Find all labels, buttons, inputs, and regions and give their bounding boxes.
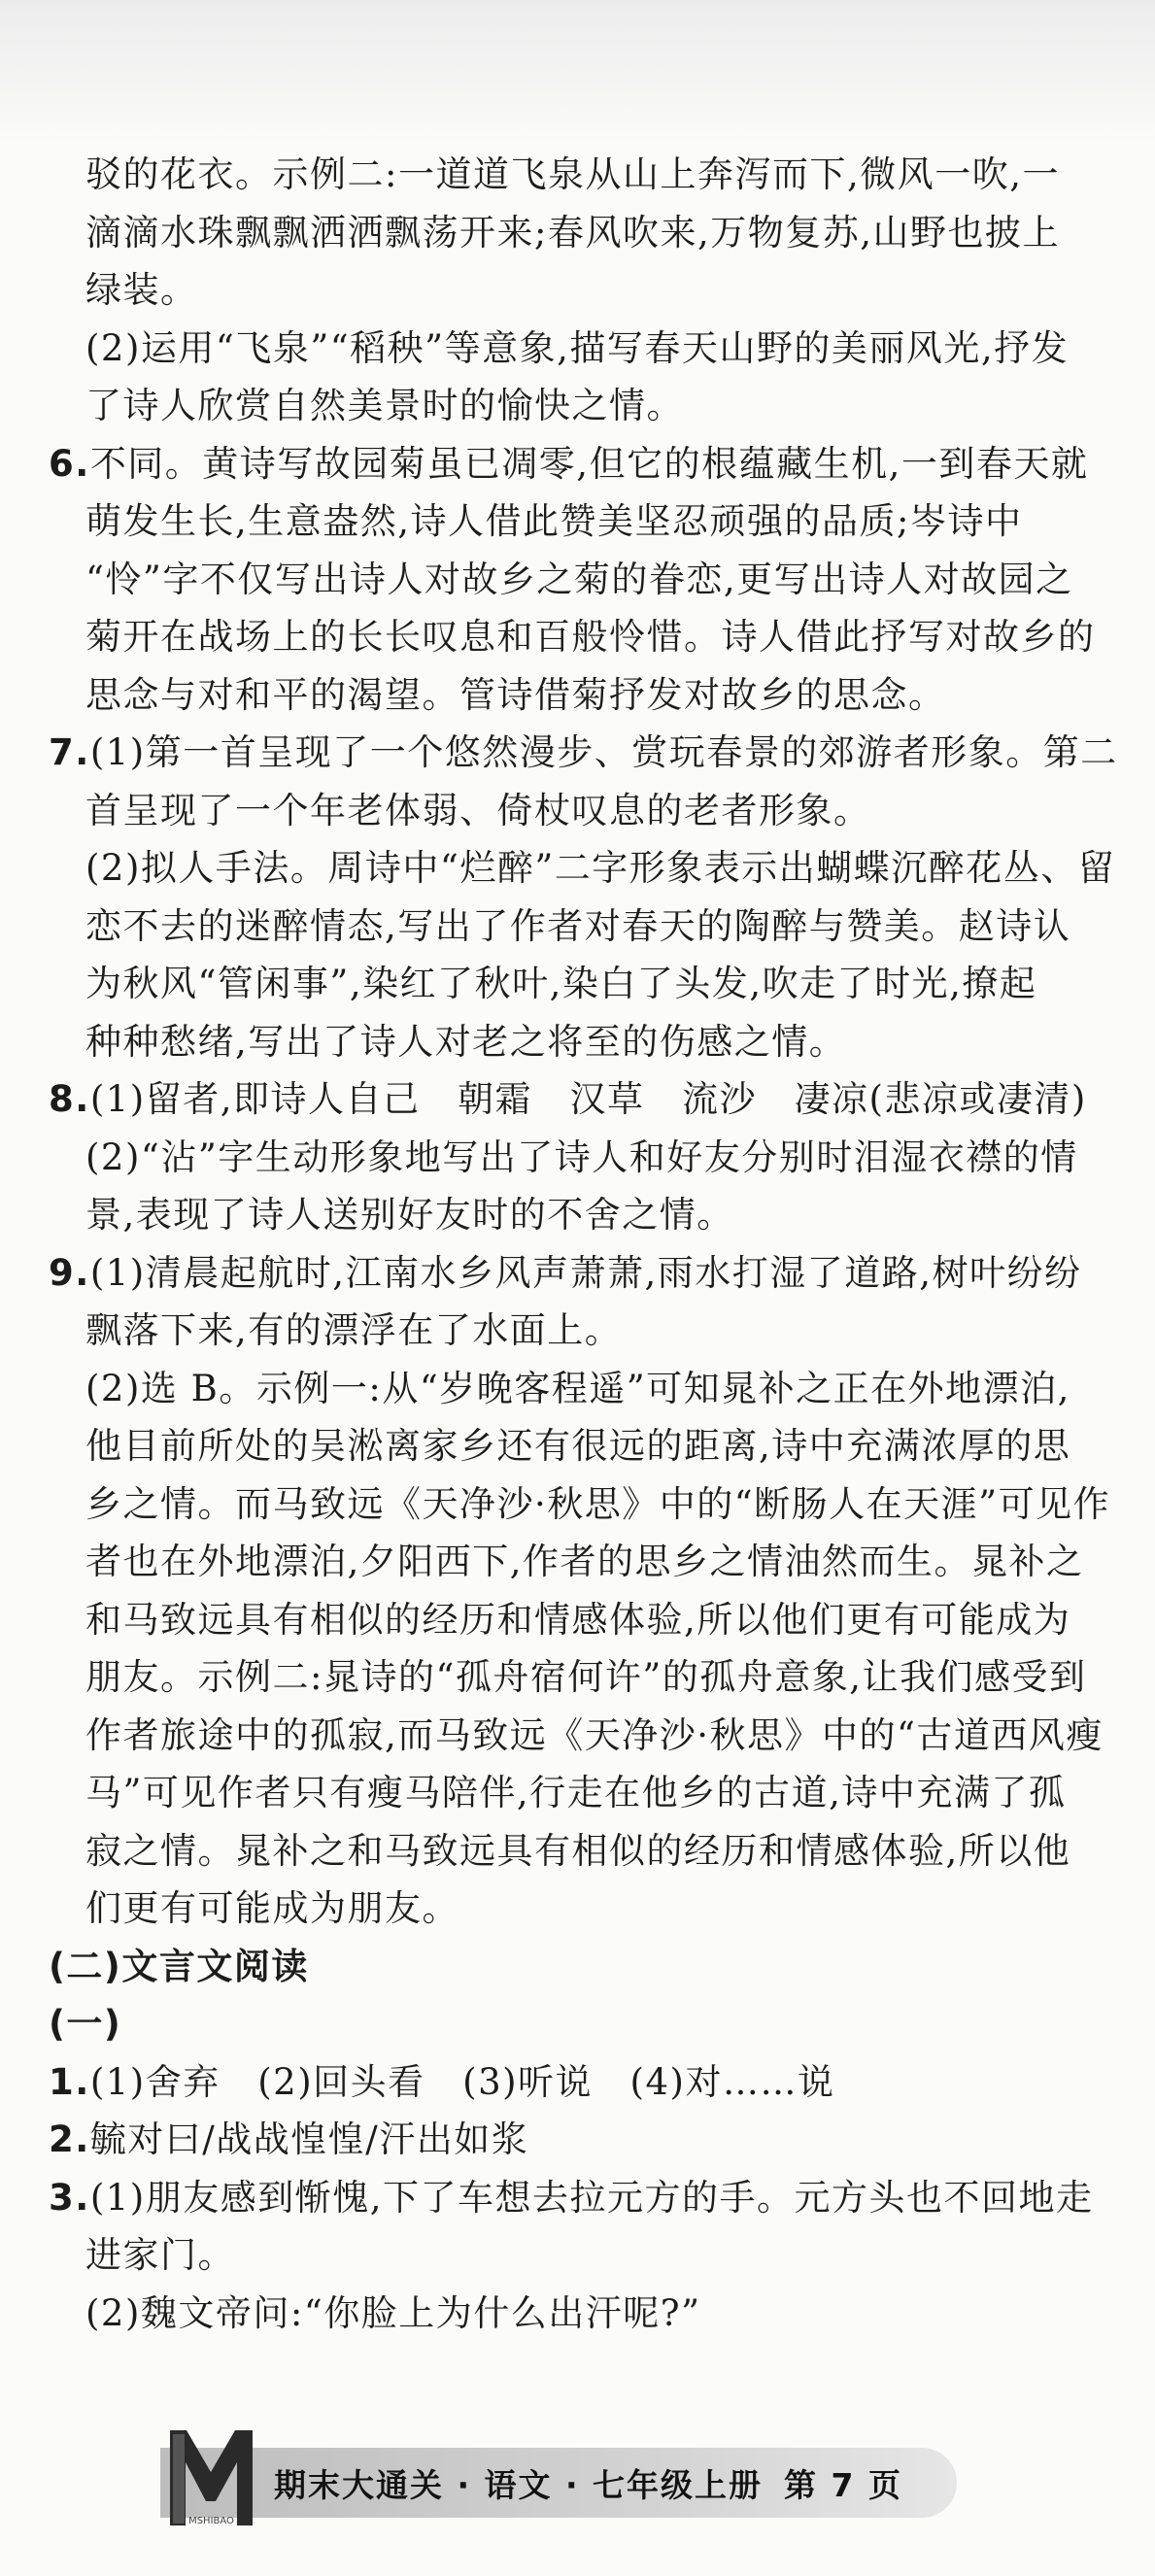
line-text: (2)“沾”字生动形象地写出了诗人和好友分别时泪湿衣襟的情 <box>85 1135 1078 1178</box>
line-text: (2)魏文帝问:“你脸上为什么出汗呢?” <box>85 2291 701 2334</box>
brand-logo-text: MSHIBAO <box>188 2516 234 2526</box>
text-line <box>49 2111 1107 2169</box>
text-line <box>49 898 1107 956</box>
line-text: (2)运用“飞泉”“稻秧”等意象,描写春天山野的美丽风光,抒发 <box>85 326 1070 369</box>
text-line <box>49 1591 1107 1649</box>
question-number: 8. <box>49 1078 90 1120</box>
line-text: (1)舍弃 (2)回头看 (3)听说 (4)对……说 <box>89 2060 835 2103</box>
line-text: 朋友。示例二:晁诗的“孤舟宿何许”的孤舟意象,让我们感受到 <box>85 1656 1087 1698</box>
text-line <box>49 2226 1107 2285</box>
text-line <box>49 492 1107 551</box>
line-text: 种种愁绪,写出了诗人对老之将至的伤感之情。 <box>85 1020 847 1063</box>
text-line <box>49 2053 1107 2112</box>
text-line <box>49 1417 1107 1475</box>
text-line <box>49 2169 1107 2227</box>
page-number: 第 7 页 <box>784 2466 902 2504</box>
line-text: 毓对曰/战战惶惶/汗出如浆 <box>89 2118 529 2160</box>
text-line <box>49 1764 1107 1822</box>
line-text: (2)拟人手法。周诗中“烂醉”二字形象表示出蝴蝶沉醉花丛、留 <box>85 847 1116 889</box>
text-line <box>49 782 1107 840</box>
line-text: (1)第一首呈现了一个悠然漫步、赏玩春景的郊游者形象。第二 <box>89 731 1118 773</box>
text-line <box>49 1302 1107 1360</box>
footer-caption <box>274 2460 902 2506</box>
line-text: 进家门。 <box>85 2234 235 2276</box>
line-text: (一) <box>49 2003 122 2045</box>
text-line <box>49 435 1107 493</box>
line-text: 为秋风“管闲事”,染红了秋叶,染白了头发,吹走了时光,撩起 <box>85 963 1037 1004</box>
text-line <box>49 839 1116 898</box>
text-line <box>49 1707 1107 1765</box>
question-number: 1. <box>49 2060 90 2103</box>
line-text: 恋不去的迷醉情态,写出了作者对春天的陶醉与赞美。赵诗认 <box>85 904 1071 947</box>
question-number: 3. <box>49 2176 90 2219</box>
text-line <box>49 146 1107 204</box>
line-text: 萌发生长,生意盎然,诗人借此赞美坚忍顽强的品质;岑诗中 <box>85 500 1023 542</box>
line-text: “怜”字不仅写出诗人对故乡之菊的眷恋,更写出诗人对故园之 <box>85 558 1073 600</box>
line-text: 他目前所处的吴淞离家乡还有很远的距离,诗中充满浓厚的思 <box>85 1425 1071 1467</box>
text-line <box>49 320 1107 378</box>
text-line <box>49 1360 1107 1418</box>
question-number: 6. <box>49 442 90 485</box>
brand-logo-icon <box>165 2419 257 2530</box>
line-text: 不同。黄诗写故园菊虽已凋零,但它的根蕴藏生机,一到春天就 <box>89 442 1089 485</box>
line-text: 者也在外地漂泊,夕阳西下,作者的思乡之情油然而生。晁补之 <box>85 1541 1084 1582</box>
text-line <box>49 2285 1107 2343</box>
answer-text-body <box>49 146 1118 2342</box>
question-number: 7. <box>49 731 90 773</box>
line-text: (1)清晨起航时,江南水乡风声萧萧,雨水打湿了道路,树叶纷纷 <box>89 1251 1082 1294</box>
line-text: (二)文言文阅读 <box>49 1945 309 1987</box>
text-line <box>49 1070 1107 1129</box>
line-text: 和马致远具有相似的经历和情感体验,所以他们更有可能成为 <box>85 1598 1071 1641</box>
text-line <box>49 1648 1107 1707</box>
line-text: 思念与对和平的渴望。管诗借菊抒发对故乡的思念。 <box>85 673 946 716</box>
line-text: 首呈现了一个年老体弱、倚杖叹息的老者形象。 <box>85 789 871 831</box>
line-text: 了诗人欣赏自然美景时的愉快之情。 <box>85 385 684 426</box>
text-line <box>49 1244 1107 1303</box>
scan-shade <box>0 0 1155 146</box>
text-line <box>49 1129 1107 1187</box>
text-line <box>49 1475 1111 1534</box>
text-line <box>49 377 1107 435</box>
line-text: 寂之情。晁补之和马致远具有相似的经历和情感体验,所以他 <box>85 1829 1071 1872</box>
section-heading <box>49 1938 1107 1996</box>
text-line <box>49 666 1107 725</box>
line-text: 飘落下来,有的漂浮在了水面上。 <box>85 1309 623 1351</box>
text-line <box>49 1880 1107 1938</box>
line-text: 乡之情。而马致远《天净沙·秋思》中的“断肠人在天涯”可见作 <box>85 1482 1111 1525</box>
line-text: 景,表现了诗人送别好友时的不舍之情。 <box>85 1194 734 1236</box>
text-line <box>49 1822 1107 1881</box>
text-line <box>49 204 1107 262</box>
question-number: 2. <box>49 2118 90 2160</box>
text-line <box>49 608 1107 666</box>
book-title: 期末大通关 · 语文 · 七年级上册 <box>274 2466 764 2504</box>
text-line <box>49 1013 1107 1071</box>
line-text: (1)留者,即诗人自己 朝霜 汉草 流沙 凄凉(悲凉或凄清) <box>89 1078 1087 1120</box>
line-text: 绿装。 <box>85 269 198 311</box>
section-heading <box>49 1995 1107 2053</box>
line-text: 滴滴水珠飘飘洒洒飘荡开来;春风吹来,万物复苏,山野也披上 <box>85 211 1060 254</box>
line-text: 作者旅途中的孤寂,而马致远《天净沙·秋思》中的“古道西风瘦 <box>85 1713 1104 1756</box>
line-text: (2)选 B。示例一:从“岁晚客程遥”可知晁补之正在外地漂泊, <box>85 1367 1070 1409</box>
text-line <box>49 724 1118 782</box>
line-text: 们更有可能成为朋友。 <box>85 1887 459 1929</box>
text-line <box>49 955 1107 1013</box>
line-text: 菊开在战场上的长长叹息和百般怜惜。诗人借此抒写对故乡的 <box>85 616 1096 658</box>
question-number: 9. <box>49 1251 90 1294</box>
line-text: (1)朋友感到惭愧,下了车想去拉元方的手。元方头也不回地走 <box>89 2176 1094 2219</box>
text-line <box>49 261 1107 320</box>
text-line <box>49 1186 1107 1244</box>
line-text: 驳的花衣。示例二:一道道飞泉从山上奔泻而下,微风一吹,一 <box>85 153 1060 195</box>
text-line <box>49 551 1107 609</box>
line-text: 马”可见作者只有瘦马陪伴,行走在他乡的古道,诗中充满了孤 <box>85 1772 1067 1813</box>
text-line <box>49 1533 1107 1591</box>
